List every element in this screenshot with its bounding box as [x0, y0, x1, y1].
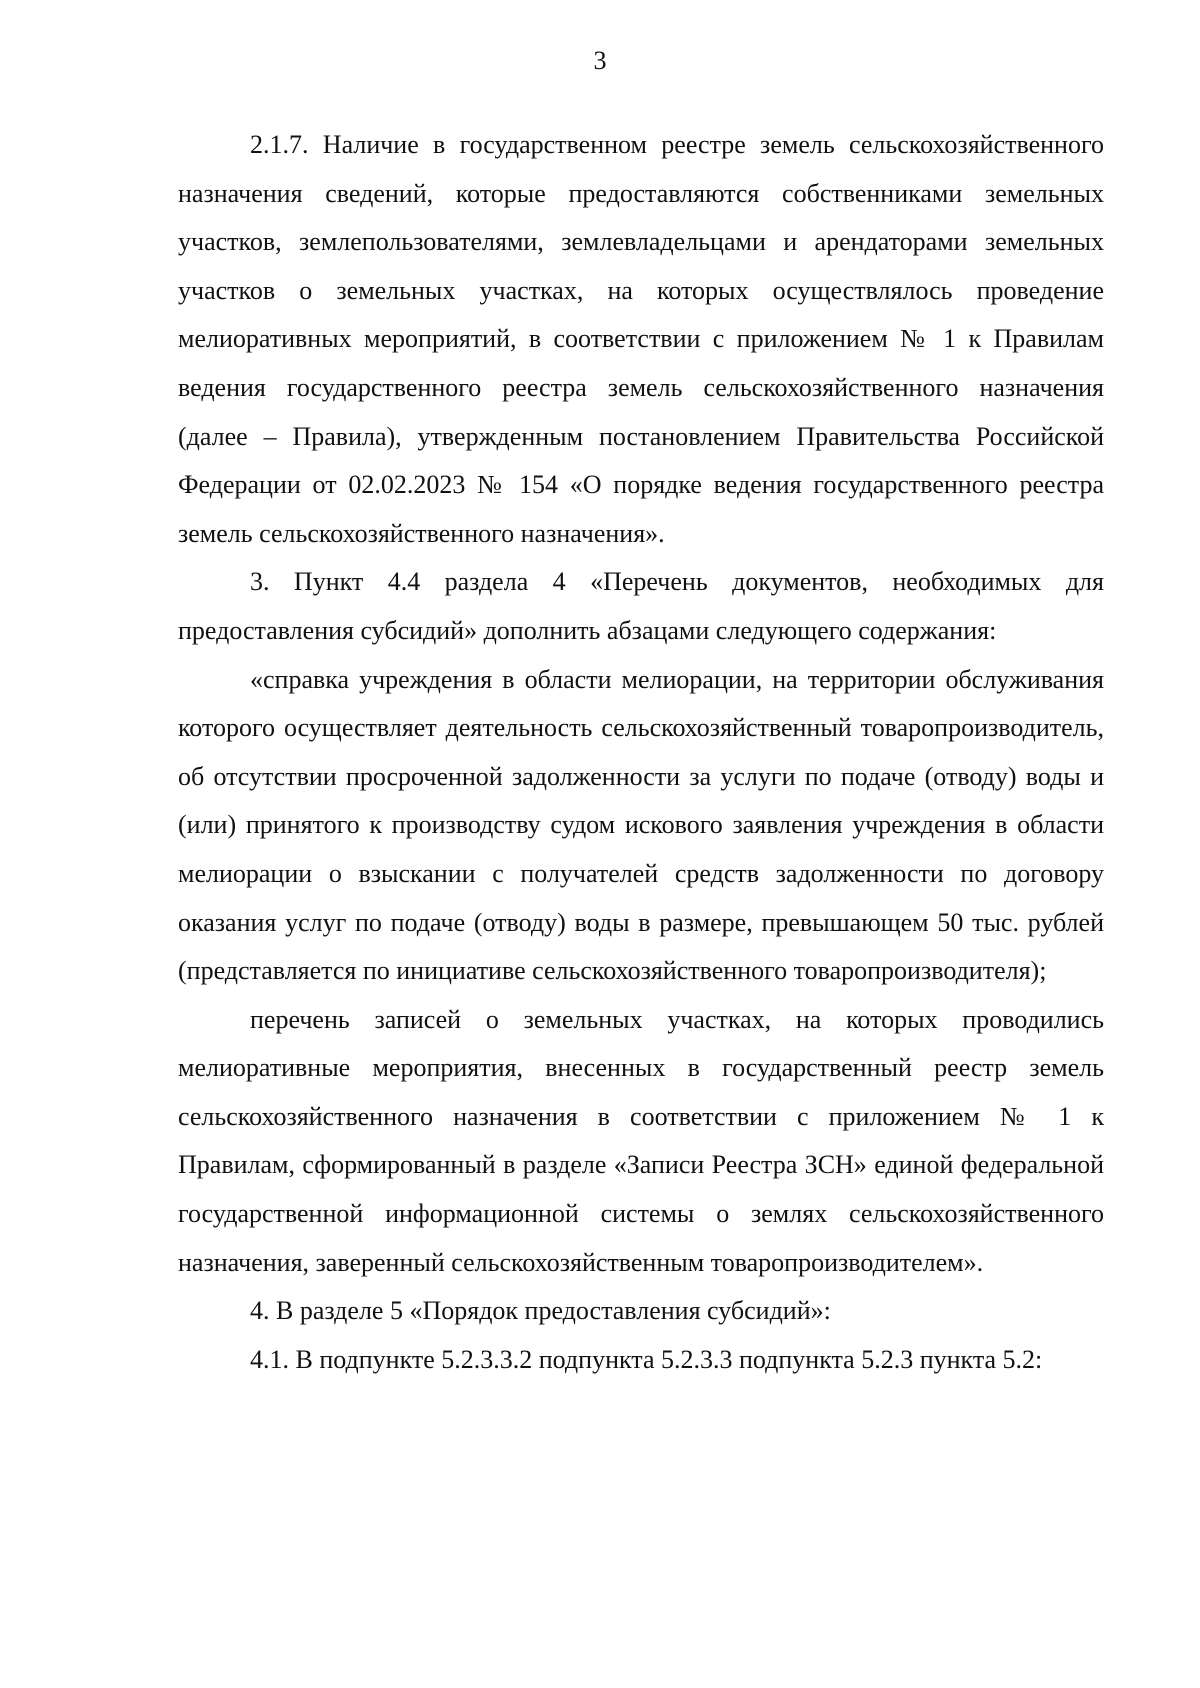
- paragraph-item-4: 4. В разделе 5 «Порядок предоставления субсидий»:: [250, 1296, 831, 1326]
- paragraph-item-3: 3. Пункт 4.4 раздела 4 «Перечень документов, необходимых для предоставления субсидий» дополнить абзацами следующего содержания:: [178, 567, 1104, 645]
- paragraph-quote-records-list: перечень записей о земельных участках, на которых проводились мелиоративные мероприятия, внесенных в государственный реестр земель сельскохозяйственного назначения в соответствии с приложением № 1 к Правилам, сформированный в разделе «Записи Реестра ЗСН» единой федеральной государственной информационной системы о землях сельскохозяйственного назначения, заверенный сельскохозяйственным товаропроизводителем».: [178, 1004, 1104, 1277]
- page-number: 3: [593, 46, 607, 75]
- paragraph-quote-certificate: «справка учреждения в области мелиорации, на территории обслуживания которого осуществляет деятельность сельскохозяйственный товаропроизводитель, об отсутствии просроченной задолженности за услуги по подаче (отводу) воды и (или) принятого к производству судом искового заявления учреждения в области мелиорации о взыскании с получателей средств задолженности по договору оказания услуг по подаче (отводу) воды в размере, превышающем 50 тыс. рублей (представляется по инициативе сельскохозяйственного товаропроизводителя);: [178, 664, 1104, 986]
- paragraph-2-1-7: 2.1.7. Наличие в государственном реестре земель сельскохозяйственного назначения сведений, которые предоставляются собственниками земельных участков, землепользователями, землевладельцами и арендаторами земельных участков о земельных участках, на которых осуществлялось проведение мелиоративных мероприятий, в соответствии с приложением № 1 к Правилам ведения государственного реестра земель сельскохозяйственного назначения (далее – Правила), утвержденным постановлением Правительства Российской Федерации от 02.02.2023 № 154 «О порядке ведения государственного реестра земель сельскохозяйственного назначения».: [178, 130, 1104, 548]
- document-body: [178, 121, 1104, 1384]
- paragraph-item-4-1: 4.1. В подпункте 5.2.3.3.2 подпункта 5.2.3.3 подпункта 5.2.3 пункта 5.2:: [250, 1344, 1043, 1374]
